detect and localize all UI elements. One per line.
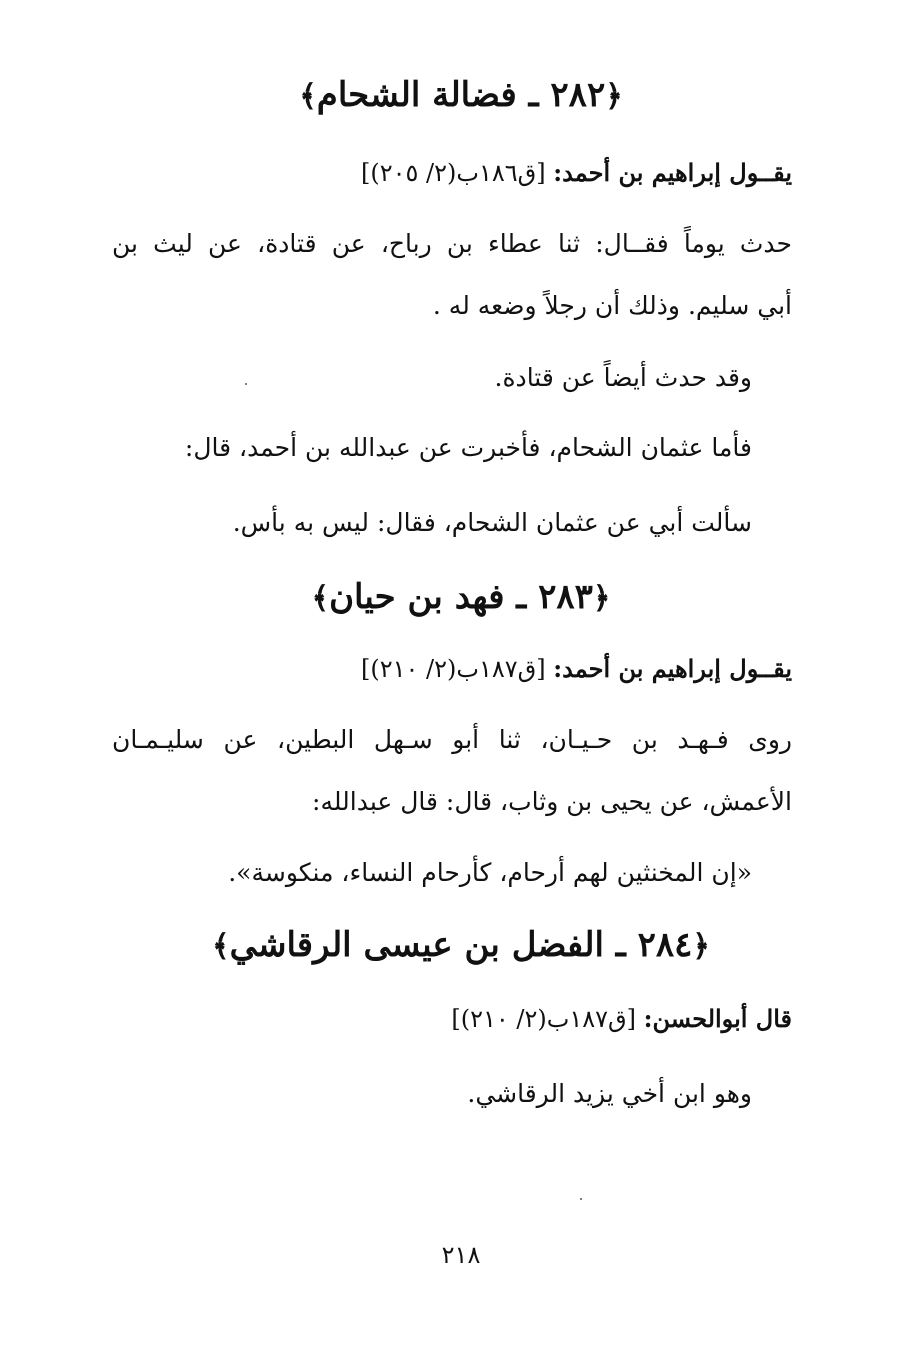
attribution-label: يقــول إبراهيم بن أحمد:: [553, 654, 792, 683]
attribution-label: قال أبوالحسن:: [643, 1004, 792, 1033]
manuscript-reference: [ق١٨٧ب(٢/ ٢١٠)]: [451, 1005, 637, 1033]
page-number: ٢١٨: [441, 1241, 481, 1269]
manuscript-reference: [ق١٨٦ب(٢/ ٢٠٥)]: [361, 159, 546, 187]
entry-heading-284: [0, 922, 922, 970]
entry-title: ٢٨٢ ـ فضالة الشحام: [316, 75, 606, 115]
ornament-close-icon: ﴾: [212, 929, 230, 964]
attribution-line: [361, 156, 792, 190]
ornament-close-icon: ﴾: [299, 79, 317, 114]
body-line: حدث يوماً فقــال: ثنا عطاء بن رباح، عن قتادة، عن ليث بن: [112, 229, 792, 258]
body-line: روى فـهـد بن حـيـان، ثنا أبو سـهل البطين، عن سليـمـان: [112, 725, 792, 754]
entry-heading-283: [0, 574, 922, 622]
manuscript-reference: [ق١٨٧ب(٢/ ٢١٠)]: [361, 655, 546, 683]
scan-speck: [580, 1198, 582, 1200]
body-line: فأما عثمان الشحام، فأخبرت عن عبدالله بن أحمد، قال:: [184, 433, 752, 462]
entry-heading-282: [0, 72, 922, 120]
body-line: الأعمش، عن يحيى بن وثاب، قال: قال عبدالله:: [312, 787, 792, 816]
body-line: سألت أبي عن عثمان الشحام، فقال: ليس به بأس.: [232, 508, 752, 537]
entry-title: ٢٨٣ ـ فهد بن حيان: [329, 577, 593, 617]
body-line: أبي سليم. وذلك أن رجلاً وضعه له .: [432, 291, 792, 320]
ornament-close-icon: ﴾: [311, 581, 330, 616]
ornament-open-icon: ﴿: [592, 581, 611, 616]
scan-speck: [245, 383, 247, 385]
attribution-line: [451, 1002, 792, 1036]
body-line: وقد حدث أيضاً عن قتادة.: [494, 363, 752, 392]
body-line: وهو ابن أخي يزيد الرقاشي.: [467, 1079, 752, 1108]
ornament-open-icon: ﴿: [605, 79, 623, 114]
body-line: «إن المخنثين لهم أرحام، كأرحام النساء، منكوسة».: [228, 858, 752, 887]
attribution-label: يقــول إبراهيم بن أحمد:: [553, 158, 792, 187]
entry-title: ٢٨٤ ـ الفضل بن عيسى الرقاشي: [229, 925, 693, 965]
ornament-open-icon: ﴿: [692, 929, 710, 964]
attribution-line: [361, 652, 792, 686]
